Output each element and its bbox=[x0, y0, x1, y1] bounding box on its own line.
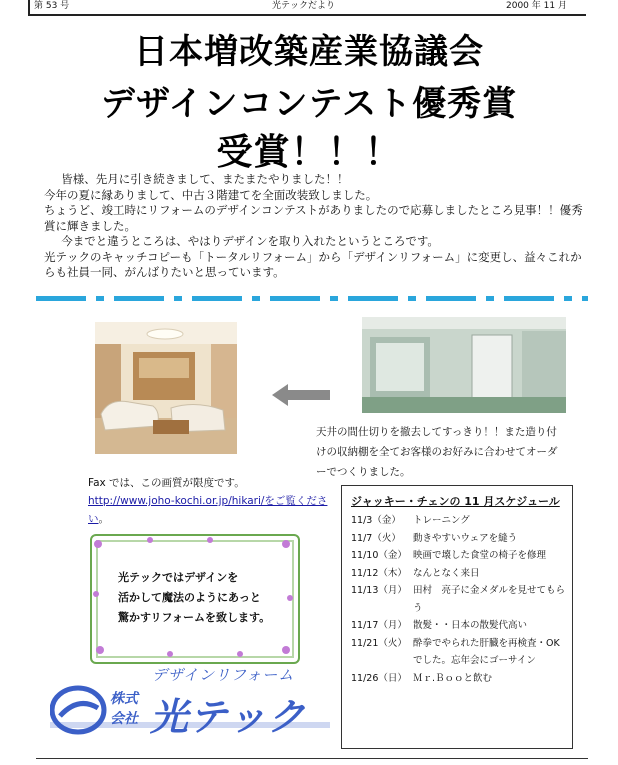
company-logo bbox=[50, 678, 330, 738]
schedule-date: 11/7（火） bbox=[351, 532, 401, 544]
schedule-item bbox=[351, 617, 569, 635]
fax-note bbox=[88, 474, 328, 528]
issue-date: 2000 年 11 月 bbox=[506, 1, 567, 11]
logo-kabu: 株式 bbox=[110, 691, 138, 707]
schedule-text: なんとなく来日 bbox=[413, 567, 480, 579]
schedule-item bbox=[351, 635, 569, 670]
schedule-item bbox=[351, 670, 569, 688]
schedule-date: 11/26（日） bbox=[351, 672, 407, 684]
after-renovation-photo bbox=[95, 322, 237, 454]
schedule-date: 11/17（月） bbox=[351, 620, 407, 631]
before-photo-caption: 天井の間仕切りを撤去してすっきり！！また造り付けの収納棚を全てお客様のお好みに合わせてオーダーでつくりました。 bbox=[316, 426, 558, 478]
flower-box-line: 驚かすリフォームを致します。 bbox=[118, 611, 271, 624]
logo-subtitle: デザインリフォーム bbox=[152, 666, 295, 684]
intro-line: 皆様、先月に引き続きまして、またまたやりました！！ bbox=[61, 172, 349, 186]
logo-kaisha: 会社 bbox=[110, 711, 138, 727]
schedule-text: 田村 亮子に金メダルを見せてもらう bbox=[413, 585, 566, 614]
schedule-list bbox=[351, 512, 569, 687]
headline-line-2: デザインコンテスト優秀賞 bbox=[100, 84, 518, 124]
intro-line: 今年の夏に縁ありまして、中古３階建てを全面改装致しました。 bbox=[44, 187, 378, 202]
schedule-date: 11/3（金） bbox=[351, 515, 401, 526]
schedule-text: Ｍｒ.Ｂｏｏと飲む bbox=[413, 672, 493, 684]
intro-line: 今までと違うところは、やはりデザインを取り入れたというところです。 bbox=[61, 234, 439, 248]
issue-number: 第 53 号 bbox=[34, 1, 70, 11]
schedule-item bbox=[351, 582, 569, 617]
schedule-text: 映画で壊した食堂の椅子を修理 bbox=[413, 550, 547, 561]
flower-box-text bbox=[118, 568, 288, 628]
dashed-divider bbox=[36, 296, 588, 301]
schedule-date: 11/21（火） bbox=[351, 637, 407, 649]
schedule-item bbox=[351, 547, 569, 565]
schedule-date: 11/10（金） bbox=[351, 550, 407, 561]
flower-box-line: 光テックではデザインを bbox=[118, 571, 239, 584]
schedule-text: トレーニング bbox=[413, 515, 470, 526]
schedule-text: 酔拳でやられた肝臓を再検査・OKでした。忘年会にゴーサイン bbox=[413, 637, 560, 666]
flower-box-line: 活かして魔法のようにあっと bbox=[118, 591, 261, 604]
schedule-item bbox=[351, 530, 569, 548]
headline-line-3: 受賞！！！ bbox=[216, 132, 402, 173]
fax-note-text: Fax では、この画質が限度です。 bbox=[88, 477, 245, 489]
schedule-item bbox=[351, 512, 569, 530]
schedule-text: 動きやすいウェアを縫う bbox=[413, 532, 518, 544]
website-link[interactable]: http://www.joho-kochi.or.jp/hikari/をご覧ください bbox=[88, 495, 328, 525]
bottom-rule bbox=[36, 758, 588, 759]
newsletter-title: 光テックだより bbox=[272, 1, 336, 11]
headline-line-1: 日本増改築産業協議会 bbox=[134, 32, 484, 72]
before-renovation-photo bbox=[362, 317, 566, 413]
logo-company-name: 光テック bbox=[150, 695, 307, 739]
intro-line: 光テックのキャッチコピーも「トータルリフォーム」から「デザインリフォーム」に変更し、益々これからも社員一同、がんばりたいと思っています。 bbox=[44, 249, 582, 279]
intro-line: ちょうど、竣工時にリフォームのデザインコンテストがありましたので応募しましたところ見事！！優秀賞に輝きました。 bbox=[44, 203, 583, 233]
left-arrow-icon bbox=[272, 384, 332, 410]
schedule-date: 11/13（月） bbox=[351, 585, 407, 596]
schedule-title: ジャッキー・チェンの 11 月スケジュール bbox=[351, 495, 560, 508]
intro-paragraph bbox=[44, 172, 584, 281]
schedule-date: 11/12（木） bbox=[351, 567, 407, 579]
schedule-item bbox=[351, 565, 569, 583]
schedule-text: 散髪・・日本の散髪代高い bbox=[413, 620, 528, 631]
newsletter-header bbox=[28, 0, 586, 16]
fax-note-suffix: 。 bbox=[98, 513, 109, 525]
